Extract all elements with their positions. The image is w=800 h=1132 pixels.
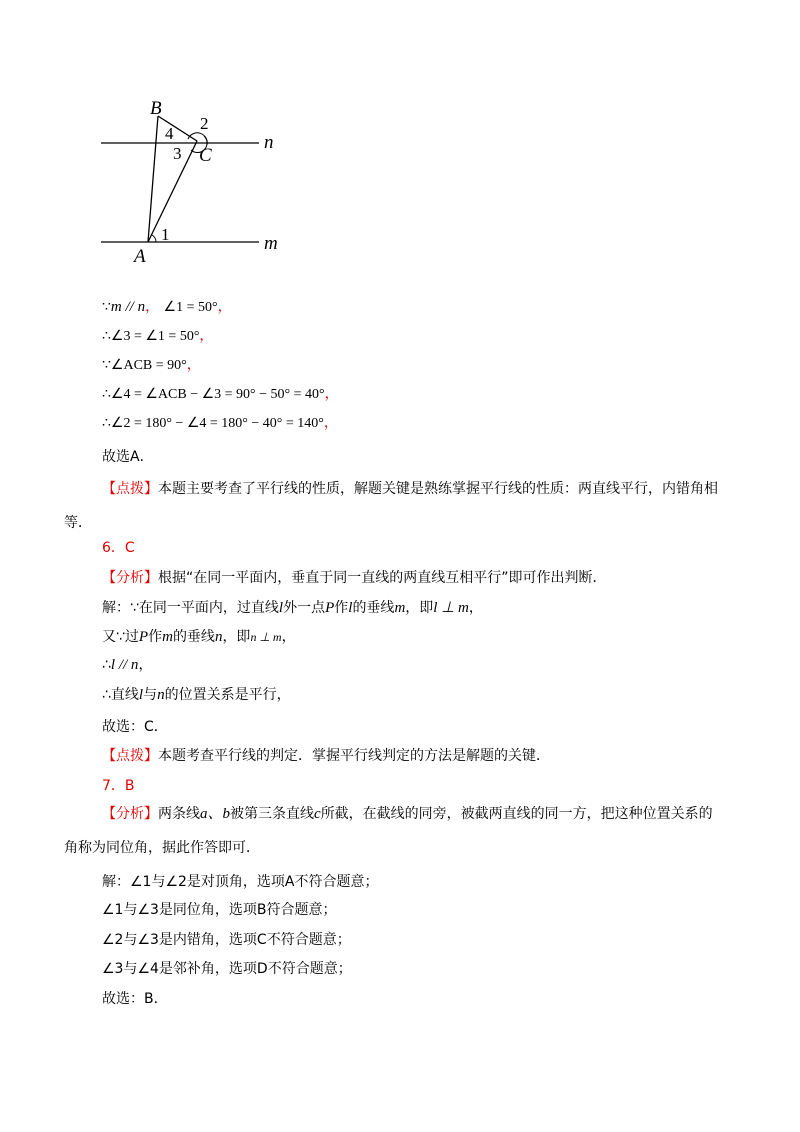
q5-line-5: ∴∠2 = 180° − ∠4 = 180° − 40° = 140°，	[102, 415, 338, 431]
segment-bc	[158, 116, 197, 141]
q7-step-1: 解：∠1与∠2是对顶角，选项A不符合题意；	[102, 874, 379, 890]
q6-tip: 【点拨】本题考查平行线的判定．掌握平行线判定的方法是解题的关键．	[102, 748, 550, 764]
q6-step-1: 解：∵在同一平面内，过直线l外一点P作l的垂线m，即l ⊥ m，	[102, 600, 483, 616]
q7-step-3: ∠2与∠3是内错角，选项C不符合题意；	[102, 932, 351, 948]
q5-tip: 【点拨】本题主要考查了平行线的性质，解题关键是熟练掌握平行线的性质：两直线平行，内错角相 等．	[64, 481, 718, 531]
geometry-figure	[0, 0, 800, 280]
q5-line-2: ∴∠3 = ∠1 = 50°，	[102, 328, 214, 344]
q6-choice: 故选：C．	[102, 719, 168, 735]
label-A: A	[134, 246, 146, 267]
label-n: n	[264, 132, 274, 153]
label-angle-4: 4	[165, 124, 174, 143]
label-angle-2: 2	[200, 114, 209, 133]
q7-step-2: ∠1与∠3是同位角，选项B符合题意；	[102, 902, 337, 918]
label-m: m	[264, 233, 278, 254]
q6-analysis: 【分析】根据“在同一平面内，垂直于同一直线的两直线互相平行”即可作出判断．	[102, 570, 607, 586]
q5-line-4: ∴∠4 = ∠ACB − ∠3 = 90° − 50° = 40°，	[102, 386, 339, 402]
label-angle-1: 1	[161, 225, 170, 244]
q6-step-3: ∴l // n，	[102, 657, 153, 673]
q5-line-3: ∵∠ACB = 90°，	[102, 357, 201, 373]
q6-number: 6．C	[102, 540, 135, 556]
label-B: B	[150, 98, 162, 119]
q7-choice: 故选：B．	[102, 991, 168, 1007]
label-angle-3: 3	[173, 144, 182, 163]
q6-step-4: ∴直线l与n的位置关系是平行，	[102, 687, 291, 703]
angle-arc-1	[152, 235, 156, 242]
q7-number: 7．B	[102, 778, 135, 794]
q5-line-1: ∵m // n， ∠1 = 50°，	[102, 299, 232, 315]
q7-step-4: ∠3与∠4是邻补角，选项D不符合题意；	[102, 961, 352, 977]
label-C: C	[199, 145, 212, 166]
q6-step-2: 又∵过P作m的垂线n，即n ⊥ m，	[102, 629, 296, 645]
q5-choice: 故选A．	[102, 449, 154, 465]
tip-label: 【点拨】	[102, 481, 158, 497]
q7-analysis: 【分析】两条线a、b被第三条直线c所截，在截线的同旁，被截两直线的同一方，把这种位置关系的 角称为同位角，据此作答即可．	[64, 806, 713, 856]
